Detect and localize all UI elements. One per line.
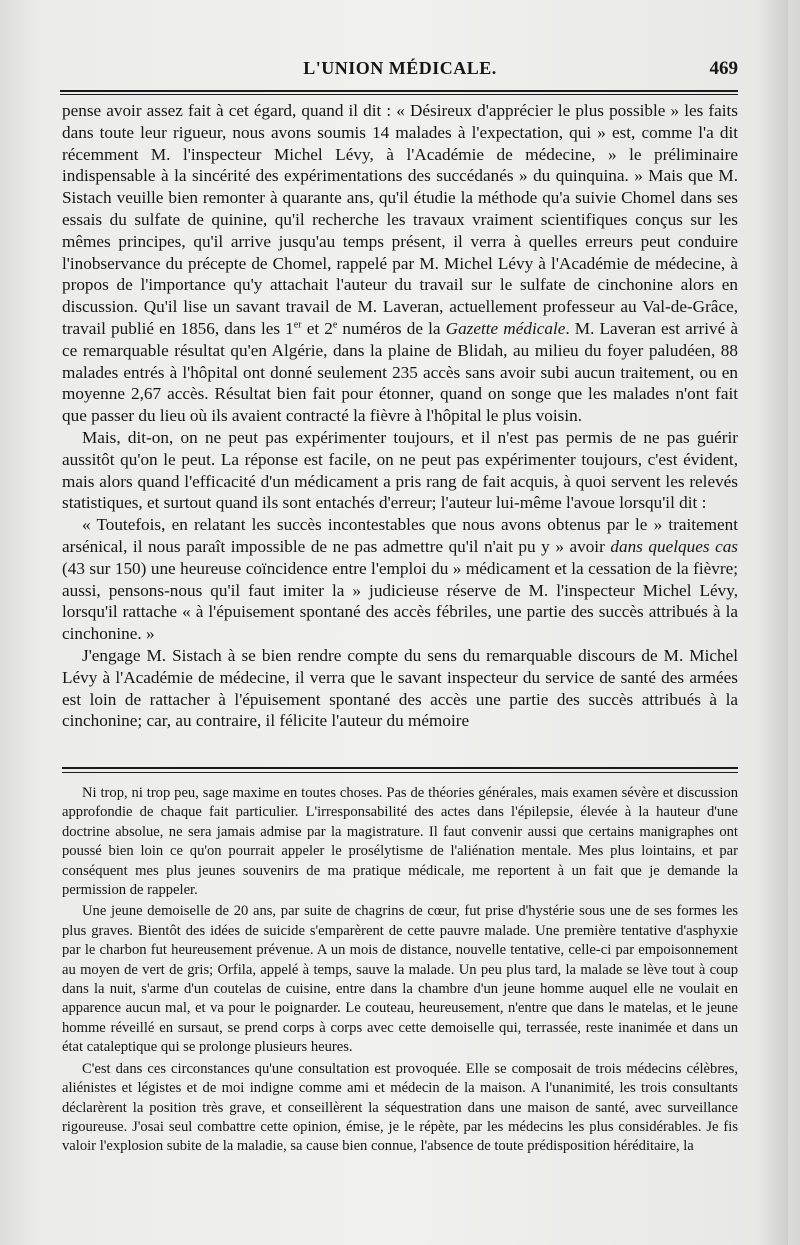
superscript: e bbox=[332, 319, 338, 331]
quotation bbox=[62, 514, 738, 645]
page-edge-shadow bbox=[754, 0, 788, 1245]
quote-text: (43 sur 150) une heureuse coïncidence entre l'emploi du » médicament et la cessation de la fièvre; aussi, pensons-nous qu'il faut imiter la » judicieuse réserve de M. l'inspecteur Michel Lévy, lorsqu'il rattache « à l'épuisement spontané des accès fébriles, une partie des succès attribués à la cinchonine. » bbox=[62, 558, 738, 644]
footnote-separator bbox=[62, 767, 738, 773]
paragraph-text: pense avoir assez fait à cet égard, quand il dit : « Désireux d'apprécier le plus possible » les faits dans toute leur rigueur, nous avons soumis 14 malades à l'expectation, qui » est, comme l'a dit récemment M. l'inspecteur Michel Lévy, à l'Académie de médecine, » le préliminaire indispensable à la sincérité des expérimentations des succédanés » du quinquina. » Mais que M. Sistach veuille bien remonter à quarante ans, qu'il étudie la méthode qu'a suivie Chomel dans ses essais du sulfate de quinine, qu'il recherche les travaux vraiment scientifiques conçus sur les mêmes principes, qu'il arrive jusqu'au temps présent, il verra à quelles erreurs peut conduire l'inobservance du précepte de Chomel, rappelé par M. Michel Lévy à l'Académie de médecine, à propos de l'importance qu'y attachait l'auteur du travail sur le sulfate de cinchonine alors en discussion. Qu'il lise un savant travail de M. Laveran, actuellement professeur au Val-de-Grâce, travail publié en 1856, dans les 1 bbox=[62, 101, 738, 338]
page-number: 469 bbox=[709, 58, 738, 79]
journal-name-italic: Gazette médicale bbox=[445, 318, 566, 338]
body-paragraph bbox=[62, 100, 738, 427]
quote-italic: dans quelques cas bbox=[610, 536, 738, 556]
running-header bbox=[62, 58, 738, 88]
header-rule bbox=[60, 90, 738, 95]
body-paragraph: Mais, dit-on, on ne peut pas expérimenter toujours, et il n'est pas permis de ne pas guérir aussitôt qu'on le peut. La réponse est facile, on ne peut pas expérimenter toujours, c'est évident, mais alors quand l'efficacité d'un médicament a pris rang de fait acquis, à quoi servent les relevés statistiques, et surtout quand ils sont entachés d'erreur; l'auteur lui-même l'avoue lorsqu'il dit : bbox=[62, 427, 738, 513]
feuilleton-text bbox=[62, 784, 738, 1159]
feuilleton-paragraph: Une jeune demoiselle de 20 ans, par suite de chagrins de cœur, fut prise d'hystérie sous une de ses formes les plus graves. Bientôt des idées de suicide s'emparèrent de cette pauvre malade. Une première tentative d'asphyxie par le charbon fut heureusement prévenue. A un mois de distance, nouvelle tentative, celle-ci par empoisonnement au moyen de vert de gris; Orfila, appelé à temps, sauve la malade. Un peu plus tard, la malade se lève tout à coup dans la nuit, s'arme d'un coutelas de cuisine, entre dans la chambre d'un jeune homme auquel elle ne voulait en apparence aucun mal, et va pour le poignarder. Le couteau, heureusement, n'entre que dans le matelas, et le jeune homme réveillé en sursaut, se prend corps à corps avec cette demoiselle qui, terrassée, reste inanimée et dans un état cataleptique qui se prolonge plusieurs heures. bbox=[62, 903, 738, 1056]
feuilleton-paragraph: Ni trop, ni trop peu, sage maxime en toutes choses. Pas de théories générales, mais examen sévère et discussion approfondie de chaque fait particulier. L'irresponsabilité des actes dans l'épilepsie, élevée à la hauteur d'une doctrine absolue, ne sera jamais admise par la magistrature. Il faut convenir aussi que certains manigraphes ont poussé bien loin ce qu'on pourrait appeler le prosélytisme de l'aliénation mentale. Mes plus lointains, et par conséquent mes plus jeunes souvenirs de ma pratique médicale, me reportent à un fait que je demande la permission de rappeler. bbox=[62, 785, 738, 899]
journal-title: L'UNION MÉDICALE. bbox=[303, 58, 497, 78]
superscript: er bbox=[293, 319, 302, 331]
paragraph-text: numéros de la bbox=[337, 318, 446, 338]
body-paragraph: J'engage M. Sistach à se bien rendre compte du sens du remarquable discours de M. Michel Lévy à l'Académie de médecine, il verra que le savant inspecteur du service de santé des armées est loin de rattacher à l'épuisement spontané des accès une partie des succès attribués à la cinchonine; car, au contraire, il félicite l'auteur du mémoire bbox=[62, 645, 738, 731]
feuilleton-paragraph: C'est dans ces circonstances qu'une consultation est provoquée. Elle se composait de trois médecins célèbres, aliénistes et légistes et de moi indigne comme ami et médecin de la maison. A l'unanimité, les trois consultants déclarèrent la position très grave, et conseillèrent la séquestration dans une maison de santé, avec surveillance rigoureuse. J'osai seul combattre cette opinion, émise, je le répète, par les médecins les plus considérables. Je fis valoir l'explosion subite de la maladie, sa cause bien connue, l'absence de toute prédisposition héréditaire, la bbox=[62, 1060, 738, 1155]
main-body-text bbox=[62, 100, 738, 732]
quote-text: « Toutefois, en relatant les succès incontestables que nous avons obtenus par le » traitement arsénical, il nous paraît impossible de ne pas admettre qu'il n'ait pu y » avoir bbox=[62, 515, 738, 556]
paragraph-text: . M. Laveran est arrivé à ce remarquable résultat qu'en Algérie, dans la plaine de Blidah, au milieu du foyer paludéen, 88 malades entrés à l'hôpital ont donné seulement 235 accès sans avoir subi aucun traitement, ou en moyenne 2,67 accès. Résultat bien fait pour étonner, quand on songe que les malades n'ont fait que passer du lieu où ils avaient contracté la fièvre à l'hôpital le plus voisin. bbox=[62, 318, 739, 426]
quote-paragraph bbox=[62, 514, 738, 645]
paragraph-text: et 2 bbox=[301, 318, 333, 338]
